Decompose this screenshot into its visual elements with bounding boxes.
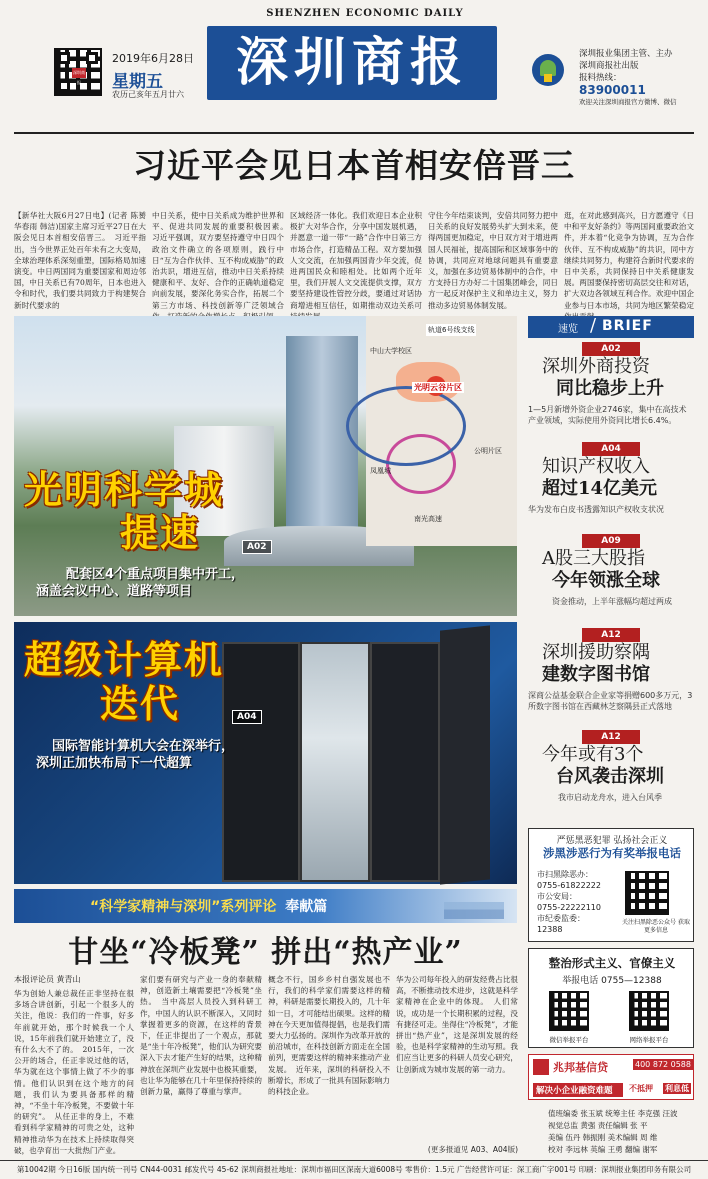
ad-crime-report	[528, 828, 694, 942]
brief-item-desc: 1—5月新增外资企业2746家，集中在高技术产业领域，实际使用外资同比增长6.4%。	[528, 405, 687, 425]
brief-header-cn: 速览	[558, 324, 578, 335]
zhaobang-phone: 400 872 0588	[635, 1060, 691, 1069]
subscribe-note: 欢迎关注深圳商报官方微博、微信	[579, 98, 677, 106]
map-label-2: 中山大学校区	[370, 347, 412, 355]
commentary-col-3: 概念不行，国乡乡村自强发展也不行，我们的科学家们需要这样的精神，科研是需要长期投入的，几十年如一日，才可能结出硕果。这样的精神在今天更加值得提倡，也是我们需要大力弘扬的。深圳作为改革开放的前沿城市，在科技创新方面走在全国前列，更需要这样的精神来推动产业发展。 近年来，深圳的科研投入不断增长，形成了一批具有国际影响力的科技企业。	[268, 975, 390, 1097]
map-label-6: 公明片区	[474, 447, 502, 455]
zhaobang-slogan: 解决小企业融资难题	[533, 1083, 623, 1097]
zhaobang-logo-icon	[533, 1059, 549, 1075]
qr-logo: 深圳商报	[73, 70, 85, 85]
ad-formalism-line-2: 举报电话 0755—12388	[562, 976, 662, 986]
ad-crime-line-2: 涉黑涉恶行为有奖举报电话	[543, 846, 681, 860]
lunar-date: 农历己亥年五月廿六	[112, 90, 184, 99]
ad-crime-num-1: 0755-61822222	[537, 881, 601, 890]
lead-article-col-2: 中日关系，使中日关系成为维护世界和平、促进共同发展的重要积极因素。 习近平强调，双方要坚持遵守中日四个政治文件确立的各项原则，践行中日“互为合作伙伴、互不构成威胁”的政治共识，增进互信，推动中日关系持续健康和平、友好、合作的正确轨道稳定向前发展，要深化务实合作，拓展二个第三方市场、科技创新等广泛领域合	[152, 211, 284, 310]
qr-code-icon	[54, 48, 102, 96]
science-city-sub-2: 涵盖会议中心、道路等项目	[36, 584, 193, 599]
supercomputer-title-1: 超级计算机	[24, 637, 225, 682]
photo-supercomputer	[14, 622, 517, 884]
ad-formalism-qr2-icon	[629, 991, 669, 1031]
brief-item-tag: A02	[582, 342, 640, 356]
editor-line-4: 校对 李远林 英编 王勇 翻编 谢军	[548, 1145, 658, 1154]
ad-crime-label-1: 市扫黑除恶办：	[537, 870, 593, 879]
publisher-emblem-icon	[532, 54, 564, 86]
publisher-line-2: 深圳商报社出版	[579, 61, 639, 71]
server-rack-left	[222, 642, 300, 882]
server-rack-right	[370, 642, 440, 882]
main-headline: 习近平会见日本首相安倍晋三	[133, 146, 575, 185]
editor-line-2: 视觉总监 黄强 责任编辑 张 平	[548, 1121, 648, 1130]
ad-formalism-line-1: 整治形式主义、官僚主义	[548, 956, 676, 970]
publisher-info	[579, 48, 704, 108]
lead-article-col-5: 逛，在对此感到高兴，日方愿遵守《日中和平友好条约》等两国间重要政治文件，并本着“化竞争为协调，互为合作伙伴、互不构成威胁”的共识，同中方继续共同努力，构建符合新时代要求的日中关系，共同保持日中关系健康发展。两国要保持密切高层交往和对话，扩大双边各领域互利合作。欢迎中国企业参与日本市场，共同为地区繁荣稳定	[564, 211, 694, 310]
masthead-divider	[14, 132, 694, 134]
issue-date: 2019年6月28日	[112, 52, 194, 65]
series-label	[90, 896, 327, 916]
commentary-col-2: 家们要有研究与产业一身的奉献精神，创造新土壤需要把“冷板凳”坐热。 当中高层人员投入到科研工作，中国人的认识不断深入，又同时掌握着更多的资源，在这样的背景下，任正非提出了一个观点，那就是“坐十年冷板凳”，他们认为研究要深入下去才能产生好的结果，这种精神放在深圳产业发展中也极其重要，也让华为能够在几十年里保持持续的创新力量，赢得了尊重与掌声。	[140, 975, 262, 1097]
commentary-title: 甘坐“冷板凳” 拼出“热产业”	[68, 935, 463, 970]
zhaobang-tag-2: 利息低	[665, 1084, 689, 1093]
science-city-page-tag: A02	[242, 540, 272, 554]
brief-item-desc: 资金推动，上半年涨幅均超过两成	[552, 597, 672, 606]
hotline-number: 83900011	[579, 83, 646, 97]
ad-zhaobang	[528, 1054, 694, 1100]
brief-item[interactable]	[528, 730, 694, 803]
brief-item[interactable]	[528, 628, 694, 712]
commentary-byline: 本报评论员 黄青山	[14, 975, 81, 984]
brief-item[interactable]	[528, 342, 694, 426]
masthead	[0, 0, 708, 128]
science-city-title-1: 光明科学城	[24, 467, 225, 512]
map-label-3: 光明云谷片区	[414, 383, 462, 392]
server-rack-open	[300, 642, 370, 882]
zhaobang-brand: 兆邦基信贷	[553, 1061, 608, 1074]
publisher-line-1: 深圳报业集团主管、主办	[579, 49, 673, 59]
brief-item-tag: A09	[582, 534, 640, 548]
brief-item-desc: 深商公益基金联合企业家等捐赠600多万元，3所数字图书馆在西藏林芝察隅县正式落地	[528, 691, 693, 711]
zhaobang-tag-1: 不抵押	[629, 1084, 653, 1093]
editor-line-3: 美编 伍丹 韩振刚 美术编辑 周 维	[548, 1133, 658, 1142]
supercomputer-sub-1: 国际智能计算机大会在深举行，	[52, 739, 235, 754]
ad-crime-label-3: 市纪委监委：	[537, 914, 585, 923]
ad-formalism-qr2-label: 网络举报平台	[629, 1036, 669, 1044]
series-label-text: “科学家精神与深圳”系列评论	[90, 899, 277, 915]
commentary-col-1: 华为创始人兼总裁任正非坚持在很多场合讲创新，引起一个很多人的关注，他说：我们的一件事，好多年前就开始，那个时候我一个人说，15年前我们就开始建立了，没有什么大不了的。 2015年，一次公开的场合，任正非说过他的话，华为就在这个事情上做了不少的事情。他们认识到在这个地方的问题，我们认为要具备那样的精神，“不坐十年冷板凳，不要做十年的研究”。 从任正非的身上，不难看到科学家精神的可贵之处，这种精神推动华为在技术上持续取得突破，也孕育出一大批热门产业。	[14, 989, 134, 1155]
brief-item-title-2: 今年领涨全球	[552, 570, 660, 591]
brief-item[interactable]	[528, 442, 694, 515]
ad-formalism-qr1-icon	[549, 991, 589, 1031]
brief-item-title-2: 超过14亿美元	[542, 478, 658, 499]
brief-item-tag: A12	[582, 730, 640, 744]
brief-item-title-2: 同比稳步上升	[556, 378, 664, 399]
lead-article-col-1: 【新华社大阪6月27日电】(记者 陈赟 华春雨 韩洁)国家主席习近平27日在大阪会见日本首相安倍晋三。 习近平指出，当今世界正处百年未有之大变局，全球治理体系深刻重塑，国际格局加速演变。中日两国同为重要国家和周边邻国，中日关系已有70周年，日本也进入令和时代，我们要共同致力于构建契合新时代要求的	[14, 211, 146, 310]
ad-crime-contacts	[537, 869, 621, 935]
ad-crime-qr-icon	[625, 871, 669, 915]
brief-item-title-1: A股三大股指	[542, 548, 645, 569]
map-label-4: 凤凰城	[370, 467, 391, 475]
brief-item-desc: 华为发布白皮书透露知识产权收支状况	[528, 505, 664, 514]
brief-item-title-1: 知识产权收入	[542, 456, 650, 477]
skyline-graphic	[444, 895, 504, 919]
brief-header-en: BRIEF	[602, 318, 653, 334]
hotline-label: 报料热线：	[579, 73, 622, 83]
brief-item-title-2: 建数字图书馆	[542, 664, 650, 685]
ad-crime-qr-caption: 关注扫黑除恶公众号 获取更多信息	[622, 919, 690, 934]
ad-crime-num-3: 12388	[537, 925, 563, 934]
series-label-tag: 奉献篇	[285, 899, 328, 915]
weekday: 星期五	[112, 72, 163, 92]
commentary-note: (更多报道见 A03、A04版)	[427, 1145, 518, 1154]
editor-line-1: 值班编委 张玉斌 统筹主任 李克强 汪波	[548, 1109, 678, 1118]
ad-crime-label-2: 市公安局：	[537, 892, 577, 901]
brief-item-title-1: 深圳援助察隅	[542, 642, 650, 663]
map-label-5: 南光高速	[414, 515, 442, 523]
science-city-sub-1: 配套区4个重点项目集中开工，	[66, 567, 245, 582]
brief-header: 速览 / BRIEF	[528, 316, 694, 338]
english-title: SHENZHEN ECONOMIC DAILY	[266, 8, 464, 19]
editor-credits	[548, 1108, 698, 1156]
lead-article-col-4: 守住今年结束谈判，安倍共同努力把中日关系的良好发展势头扩大到未来，使得两国更加稳定，中日双方对于增进两国人民福祉，提高国际和区域事务中的协调，共同应对地球问题具有重要意义，加强在多边贸易体制中的合作，中方支持日方办好二十国集团峰会，同日方一起反对保护主义和单边主义，努力推动多边贸易体制发展。	[428, 211, 558, 310]
ad-crime-num-2: 0755-22222110	[537, 903, 601, 912]
brief-item-desc: 我市启动龙舟水，进入台风季	[558, 793, 662, 802]
map-inset	[366, 316, 517, 546]
lead-article-col-3: 区域经济一体化。我们欢迎日本企业积极扩大对华合作，分享中国发展机遇，并愿意一道一带“一路”合作中日第三方市场合作，打造精品工程。双方要加强人文交流，在加强两国青少年交流，促进两国民众和睦相处。比如两个近年里，我们开展人文交流提供支撑，双方要坚持建设性管控分歧，要通过对话协商增进相互信任，如期推动双边关系可	[290, 211, 422, 310]
brief-item-title-1: 今年或有3个	[542, 744, 644, 765]
supercomputer-page-tag: A04	[232, 710, 262, 724]
brief-list	[528, 342, 694, 822]
ad-formalism-report	[528, 948, 694, 1048]
commentary-col-4: 华为公司每年投入的研发经费占比很高，不断推动技术进步，这就是科学家精神在企业中的体现。 人们常说，成功是一个长期积累的过程，没有捷径可走。坐得住“冷板凳”，才能拼出“热产业”，这是深圳发展的经验，也是科学家精神的生动写照。我们应当让更多的科研人员安心研究，让创新成为城市发展的第一动力。	[396, 975, 518, 1074]
rack-door	[440, 625, 490, 884]
brief-item[interactable]	[528, 534, 694, 607]
brief-item-title-2: 台风袭击深圳	[556, 766, 664, 787]
brief-item-title-1: 深圳外商投资	[542, 356, 650, 377]
map-label-1: 轨道6号线支线	[428, 326, 475, 334]
science-city-title-2: 提速	[120, 510, 201, 555]
footer-info: 第10042期 今日16版 国内统一刊号 CN44-0031 邮发代号 45-62 深圳商报社地址：深圳市福田区深南大道6008号 零售价：1.5元 广告经营许可证：深工商广字001号 印刷：深圳报业集团印务有限公司	[0, 1160, 708, 1178]
supercomputer-title-2: 迭代	[100, 681, 181, 726]
photo-science-city	[14, 316, 517, 616]
ad-formalism-qr1-label: 微信举报平台	[549, 1036, 589, 1044]
supercomputer-sub-2: 深圳正加快布局下一代超算	[36, 756, 193, 771]
masthead-logo: 深圳商报	[235, 32, 468, 93]
brief-item-tag: A12	[582, 628, 640, 642]
ad-crime-line-1: 严惩黑恶犯罪 弘扬社会正义	[556, 836, 668, 846]
brief-item-tag: A04	[582, 442, 640, 456]
